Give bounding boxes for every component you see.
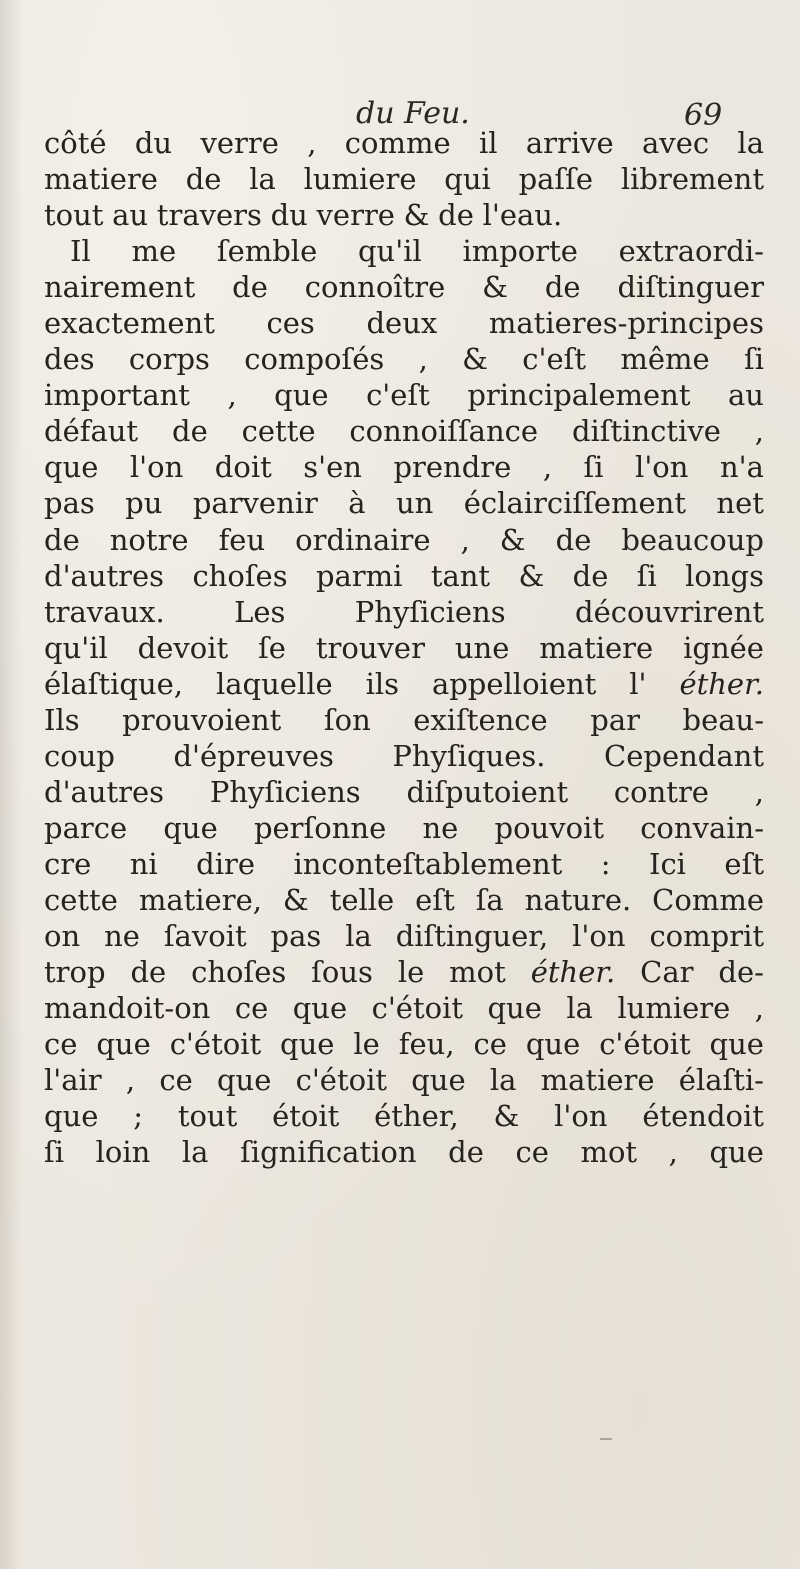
word: qu'il	[357, 234, 422, 269]
word: éclairciſſement	[463, 486, 687, 521]
text-line	[44, 1098, 764, 1134]
text-line	[44, 522, 764, 558]
word: ſi	[743, 342, 764, 377]
word: diſtinguer	[617, 270, 764, 305]
text-line	[44, 161, 764, 197]
text-line	[44, 810, 764, 846]
word: appelloient	[431, 666, 597, 701]
word: de	[172, 414, 208, 449]
word: l'on	[572, 919, 626, 954]
word: importe	[462, 234, 578, 269]
word: ſemble	[216, 234, 318, 269]
word: du	[134, 126, 173, 160]
word: matiere	[539, 630, 654, 665]
text-line	[44, 918, 764, 954]
word: Phyſiciens	[354, 594, 506, 629]
word: la	[566, 991, 593, 1026]
word: Phyſiciens	[209, 774, 361, 809]
word: ,	[307, 126, 317, 160]
word: comme	[344, 126, 451, 160]
word: ,	[418, 342, 428, 377]
word: défaut	[44, 414, 139, 449]
word: prouvoient	[122, 702, 282, 737]
word: il	[478, 126, 498, 160]
word: mot	[580, 1135, 638, 1170]
page-gutter-shadow	[0, 0, 22, 1569]
word: cette	[241, 414, 316, 449]
word: qu'il	[44, 630, 108, 665]
word: pas	[270, 919, 322, 954]
word: ne	[422, 810, 459, 845]
word: &	[403, 198, 430, 233]
word: Car	[640, 955, 694, 990]
word: matieres-principes	[488, 306, 764, 341]
body-text	[44, 125, 764, 1170]
word: diſtinctive	[571, 414, 721, 449]
word: à	[348, 486, 366, 521]
word: que	[709, 1135, 764, 1170]
text-line	[44, 413, 764, 449]
word: ſi	[636, 558, 657, 593]
word: principalement	[467, 378, 691, 413]
word: la	[737, 126, 764, 160]
word: d'épreuves	[173, 738, 334, 773]
word: c'étoit	[295, 1063, 388, 1098]
word: ſous	[311, 955, 373, 990]
word: que	[411, 1063, 466, 1098]
word: que	[96, 1027, 151, 1062]
printing-mark	[600, 1438, 612, 1440]
word: Ici	[648, 846, 686, 881]
word: matiere,	[138, 882, 262, 917]
word: que	[44, 450, 99, 485]
word: que	[163, 810, 218, 845]
word: matiere	[540, 1063, 655, 1098]
word: la	[249, 162, 276, 197]
word: de-	[718, 955, 764, 990]
word: diſtinguer,	[395, 919, 549, 954]
word: la	[181, 1135, 209, 1170]
word: tout	[177, 1099, 238, 1134]
word: la	[345, 919, 372, 954]
page-number: 69	[684, 98, 723, 133]
word: travers	[156, 198, 262, 233]
word: :	[600, 846, 611, 881]
word: des	[44, 342, 95, 377]
word: trouver	[315, 630, 425, 665]
word: telle	[329, 882, 395, 917]
word: ,	[754, 991, 764, 1026]
word: ,	[754, 774, 764, 809]
word: ce	[515, 1135, 549, 1170]
word: Cependant	[604, 738, 764, 773]
word: que	[525, 1027, 581, 1062]
word: ordinaire	[295, 522, 431, 557]
word: eſt	[724, 846, 764, 881]
word: ils	[365, 666, 400, 701]
word: librement	[620, 162, 764, 197]
word: de	[438, 198, 474, 233]
word: côté	[44, 126, 107, 160]
word: ſon	[323, 702, 371, 737]
word: corps	[128, 342, 210, 377]
word: c'eſt	[522, 342, 587, 377]
word: exiſtence	[413, 702, 548, 737]
text-line	[44, 990, 764, 1026]
word: &	[518, 558, 545, 593]
word: de	[232, 270, 268, 305]
word: ,	[754, 414, 764, 449]
word: de	[544, 270, 581, 305]
word: parvenir	[192, 486, 318, 521]
word: Ils	[44, 702, 80, 737]
word: c'étoit	[599, 1027, 691, 1062]
word: cette	[44, 882, 118, 917]
word: matiere	[44, 162, 158, 197]
word: ,	[460, 522, 470, 557]
word: net	[716, 486, 764, 521]
word: la	[489, 1063, 517, 1098]
word: choſes	[192, 558, 288, 593]
word: devoit	[137, 630, 229, 665]
word: comprit	[649, 919, 764, 954]
word: de	[448, 1135, 484, 1170]
word: diſputoient	[406, 774, 569, 809]
text-line	[44, 1062, 764, 1098]
word: l'	[629, 666, 647, 701]
word: de	[572, 558, 609, 593]
word: cre	[44, 846, 92, 881]
word: laquelle	[215, 666, 333, 701]
word: eſt	[415, 882, 455, 917]
word: ce	[44, 1027, 78, 1062]
word: élaſtique,	[44, 666, 184, 701]
word: Phyſiques.	[392, 738, 546, 773]
word: &	[493, 1099, 520, 1134]
word: ſe	[258, 630, 286, 665]
word: que	[280, 1027, 335, 1062]
word: ſi	[44, 1135, 65, 1170]
word: mot	[449, 955, 506, 990]
word: que	[216, 1063, 272, 1098]
word: nature.	[524, 882, 632, 917]
word: Les	[234, 594, 286, 629]
word: verre	[200, 126, 279, 160]
word: feu,	[398, 1027, 455, 1062]
word: contre	[613, 774, 709, 809]
word: que	[44, 1099, 99, 1134]
word: de	[130, 955, 167, 990]
text-line	[44, 125, 764, 161]
word: découvrirent	[575, 594, 764, 629]
text-line	[44, 738, 764, 774]
word: tant	[430, 558, 491, 593]
word: par	[590, 702, 640, 737]
word: parmi	[315, 558, 403, 593]
word: ſi	[583, 450, 604, 485]
word: perſonne	[253, 810, 387, 845]
text-line	[44, 630, 764, 666]
text-line	[44, 305, 764, 341]
word: étoit	[272, 1099, 340, 1134]
word: de	[185, 162, 222, 197]
word: au	[728, 378, 764, 413]
word: lumiere	[617, 991, 731, 1026]
word: éther.	[530, 955, 616, 990]
word: beaucoup	[621, 522, 764, 557]
word: s'en	[303, 450, 362, 485]
word: c'eſt	[366, 378, 430, 413]
word: ,	[125, 1063, 136, 1098]
word: c'étoit	[169, 1027, 262, 1062]
word: au	[112, 198, 149, 233]
word: verre	[316, 198, 395, 233]
word: connoître	[304, 270, 446, 305]
word: feu	[218, 522, 266, 557]
text-line	[44, 449, 764, 485]
word: ne	[104, 919, 140, 954]
running-title: du Feu.	[356, 96, 470, 131]
word: ce	[159, 1063, 193, 1098]
text-line	[44, 197, 764, 233]
word: que	[709, 1027, 764, 1062]
word: extraordi-	[618, 234, 764, 269]
text-line	[44, 1026, 764, 1062]
word: étendoit	[642, 1099, 764, 1134]
word: ni	[129, 846, 158, 881]
text-line	[44, 485, 764, 521]
text-line	[44, 269, 764, 305]
word: arrive	[525, 126, 614, 160]
word: une	[454, 630, 510, 665]
word: l'on	[554, 1099, 608, 1134]
word: le	[353, 1027, 380, 1062]
text-line	[44, 846, 764, 882]
word: pas	[44, 486, 95, 521]
word: ce	[473, 1027, 507, 1062]
word: dire	[196, 846, 256, 881]
word: même	[620, 342, 710, 377]
text-line	[44, 341, 764, 377]
word: notre	[109, 522, 189, 557]
word: d'autres	[44, 774, 165, 809]
text-line	[44, 594, 764, 630]
word: &	[482, 270, 508, 305]
word: l'on	[635, 450, 689, 485]
word: élaſti-	[678, 1063, 764, 1098]
word: convain-	[640, 810, 764, 845]
word: que	[274, 378, 329, 413]
word: &	[462, 342, 488, 377]
word: &	[499, 522, 526, 557]
word: éther,	[374, 1099, 459, 1134]
word: d'autres	[44, 558, 165, 593]
word: me	[131, 234, 177, 269]
word: inconteſtablement	[293, 846, 563, 881]
word: doit	[214, 450, 272, 485]
word: ſa	[475, 882, 504, 917]
word: on	[44, 919, 81, 954]
word: pu	[125, 486, 163, 521]
word: travaux.	[44, 594, 165, 629]
word: paſſe	[518, 162, 594, 197]
word: éther.	[679, 666, 764, 701]
word: ces	[266, 306, 315, 341]
word: de	[44, 522, 80, 557]
word: ,	[227, 378, 237, 413]
word: nairement	[44, 270, 196, 305]
word: compoſés	[244, 342, 385, 377]
text-line	[44, 377, 764, 413]
word: avec	[642, 126, 710, 160]
word: ;	[133, 1099, 143, 1134]
word: l'eau.	[482, 198, 563, 233]
word: tout	[44, 198, 104, 233]
word: qui	[444, 162, 491, 197]
text-line	[44, 702, 764, 738]
word: que	[487, 991, 542, 1026]
word: exactement	[44, 306, 215, 341]
word: du	[270, 198, 308, 233]
word: important	[44, 378, 190, 413]
word: deux	[366, 306, 438, 341]
word: de	[555, 522, 592, 557]
word: pouvoit	[494, 810, 604, 845]
word: l'air	[44, 1063, 102, 1098]
word: coup	[44, 738, 115, 773]
word: mandoit-on	[44, 991, 211, 1026]
text-line	[44, 666, 764, 702]
text-line	[44, 774, 764, 810]
word: ſignification	[240, 1135, 417, 1170]
word: c'étoit	[371, 991, 463, 1026]
text-line	[44, 233, 764, 269]
word: un	[396, 486, 434, 521]
word: que	[292, 991, 348, 1026]
word: choſes	[191, 955, 287, 990]
text-line	[44, 882, 764, 918]
word: ſavoit	[163, 919, 247, 954]
word: Comme	[652, 882, 764, 917]
word: Il	[70, 234, 91, 269]
word: loin	[95, 1135, 151, 1170]
word: connoiſſance	[349, 414, 539, 449]
word: trop	[44, 955, 106, 990]
word: le	[397, 955, 425, 990]
word: longs	[685, 558, 764, 593]
word: n'a	[719, 450, 764, 485]
word: beau-	[682, 702, 764, 737]
word: ce	[234, 991, 269, 1026]
word: prendre	[393, 450, 512, 485]
text-line	[44, 1134, 764, 1170]
word: lumiere	[303, 162, 417, 197]
word: ignée	[683, 630, 764, 665]
text-line	[44, 954, 764, 990]
word: l'on	[129, 450, 184, 485]
word: ,	[668, 1135, 678, 1170]
word: &	[282, 882, 309, 917]
text-line	[44, 558, 764, 594]
word: ,	[542, 450, 553, 485]
word: parce	[44, 810, 128, 845]
